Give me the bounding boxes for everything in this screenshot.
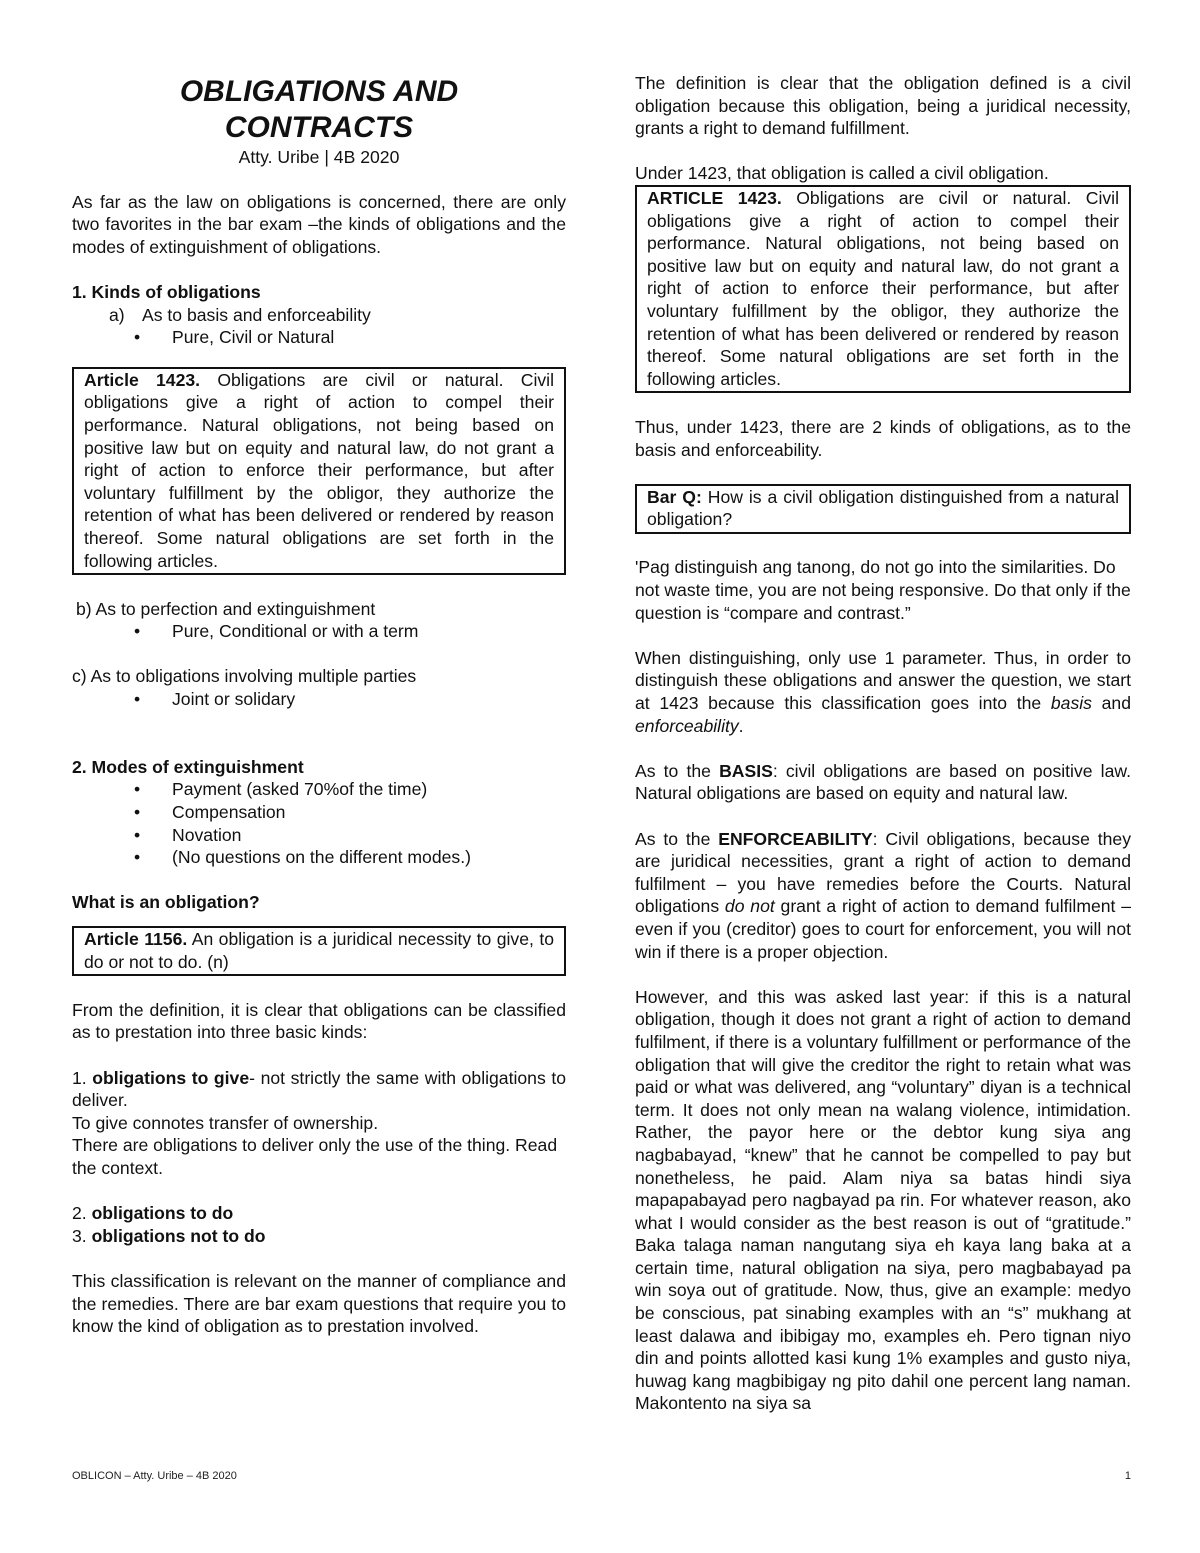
modes-list bbox=[72, 778, 566, 868]
article-1423-upper-label: ARTICLE 1423. bbox=[647, 187, 782, 208]
bar-question-box bbox=[635, 484, 1131, 534]
kind-c: c) As to obligations involving multiple parties bbox=[72, 666, 417, 687]
kind-a bbox=[72, 304, 566, 327]
list-item: • Novation bbox=[172, 824, 566, 847]
obligation-to-give: 1. obligations to give- not strictly the same with obligations to deliver. bbox=[72, 1067, 567, 1111]
under-1423-line: Under 1423, that obligation is called a civil obligation. bbox=[635, 163, 1049, 184]
footer-label: OBLICON – Atty. Uribe – 4B 2020 bbox=[72, 1470, 237, 1482]
article-1423-upper-text: Obligations are civil or natural. Civil obligations give a right of action to compel their performance. Natural obligations, not being based on positive law but on equity and natural law, do not grant a right of action to enforce their performance, but after voluntary fulfillment by the obligor, they authorize the retention of what has been delivered or rendered by reason thereof. Some natural obligations are set forth in the following articles. bbox=[647, 187, 1119, 389]
enforceability-paragraph: As to the ENFORCEABILITY: Civil obligations, because they are juridical necessities, grant a right of action to demand fulfilment – you have remedies before the Courts. Natural obligations do not grant a right of action to demand fulfilment – even if you (creditor) goes to court for enforcement, you will not win if there is a proper objection. bbox=[635, 828, 1132, 962]
title-line-2: CONTRACTS bbox=[224, 111, 414, 144]
what-heading: What is an obligation? bbox=[72, 892, 260, 913]
obligation-not-to-do: 3. obligations not to do bbox=[72, 1225, 266, 1246]
obligation-to-do: 2. obligations to do bbox=[72, 1203, 234, 1224]
bar-question-text: How is a civil obligation distinguished from a natural obligation? bbox=[647, 486, 1119, 530]
article-1423-upper-box bbox=[635, 185, 1131, 393]
bar-question-label: Bar Q: bbox=[647, 486, 702, 507]
give-line-2: To give connotes transfer of ownership. bbox=[72, 1112, 379, 1133]
kind-a-bullets bbox=[72, 326, 566, 349]
list-item: • Pure, Civil or Natural bbox=[172, 326, 566, 349]
article-1423-text: Obligations are civil or natural. Civil obligations give a right of action to compel their performance. Natural obligations, not being based on positive law but on equity and natural law, do not grant a right of action to enforce their performance, but after voluntary fulfillment by the obligor, they authorize the retention of what has been delivered or rendered by reason thereof. Some natural obligations are set forth in the following articles. bbox=[84, 369, 554, 571]
modes-heading: 2. Modes of extinguishment bbox=[72, 756, 304, 777]
kinds-heading: 1. Kinds of obligations bbox=[72, 281, 261, 302]
list-item: • Compensation bbox=[172, 801, 566, 824]
when-distinguishing-paragraph: When distinguishing, only use 1 parameter. Thus, in order to distinguish these obligations and answer the question, we start at 1423 because this classification goes into the basis and enforceability. bbox=[635, 647, 1131, 736]
article-1156-label: Article 1156. bbox=[84, 929, 188, 949]
article-1423-label: Article 1423. bbox=[84, 369, 201, 390]
kind-c-bullets bbox=[72, 688, 566, 711]
title-line-1: OBLIGATIONS AND bbox=[179, 75, 459, 108]
definition-paragraph: From the definition, it is clear that obligations can be classified as to prestation into three basic kinds: bbox=[72, 999, 566, 1043]
right-column bbox=[635, 72, 1131, 1415]
list-item: • Joint or solidary bbox=[172, 688, 566, 711]
kind-a-label: a) bbox=[109, 304, 125, 325]
thus-paragraph: Thus, under 1423, there are 2 kinds of obligations, as to the basis and enforceability. bbox=[635, 416, 1131, 460]
however-paragraph: However, and this was asked last year: if this is a natural obligation, though it does not grant a right of action to demand fulfilment, if there is a voluntary fulfillment or performance of the obligation that will give the creditor the right to retain what was paid or what was delivered, ang “voluntary” diyan is a technical term. It does not only mean na walang violence, intimidation. Rather, the payor here or the debtor kung siya ang nagbabayad, “knew” that he cannot be compelled to pay but nonetheless, he paid. Alam niya sa batas hindi siya mapapabayad pero nagbayad pa rin. For whatever reason, ako what I would consider as the best reason is out of “gratitude.” Baka talaga naman nangutang siya eh kaya lang baka at a certain time, natural obligation na siya, pero magbabayad pa win soya out of gratitude. Now, thus, give an example: medyo be conscious, pat sinabing examples with an “s” mukhang at least dalawa and ibibigay mo, examples eh. Pero tignan niyo din and points allotted kasi kung 1% examples and gusto niya, huwag kang magbibigay ng pito dahil one percent lang naman. Makontento na siya sa bbox=[635, 986, 1131, 1414]
relevance-paragraph: This classification is relevant on the manner of compliance and the remedies. There are bar exam questions that require you to know the kind of obligation as to prestation involved. bbox=[72, 1270, 566, 1337]
page-title bbox=[72, 74, 566, 146]
list-item: • Pure, Conditional or with a term bbox=[172, 620, 566, 643]
page-number: 1 bbox=[1124, 1470, 1131, 1482]
basis-paragraph: As to the BASIS: civil obligations are based on positive law. Natural obligations are based on equity and natural law. bbox=[635, 760, 1131, 804]
kind-b-bullets bbox=[72, 620, 566, 643]
definition-clear-paragraph: The definition is clear that the obligation defined is a civil obligation because this obligation, being a juridical necessity, grants a right to demand fulfillment. bbox=[635, 73, 1131, 139]
page-footer bbox=[72, 1469, 1131, 1483]
kind-a-text: As to basis and enforceability bbox=[142, 304, 371, 325]
give-line-3: There are obligations to deliver only the use of the thing. Read the context. bbox=[72, 1135, 558, 1178]
intro-paragraph: As far as the law on obligations is concerned, there are only two favorites in the bar exam –the kinds of obligations and the modes of extinguishment of obligations. bbox=[72, 191, 566, 257]
pag-distinguish-paragraph: 'Pag distinguish ang tanong, do not go into the similarities. Do not waste time, you are not being responsive. Do that only if the question is “compare and contrast.” bbox=[635, 557, 1131, 623]
page-subtitle: Atty. Uribe | 4B 2020 bbox=[238, 147, 400, 167]
left-column bbox=[72, 72, 566, 1338]
article-1156-text: An obligation is a juridical necessity to give, to do or not to do. (n) bbox=[84, 929, 554, 972]
article-1423-box bbox=[72, 367, 566, 575]
article-1156-box bbox=[72, 926, 566, 976]
list-item: • Payment (asked 70%of the time) bbox=[172, 778, 566, 801]
list-item: • (No questions on the different modes.) bbox=[172, 846, 566, 869]
kind-b: b) As to perfection and extinguishment bbox=[76, 598, 376, 619]
